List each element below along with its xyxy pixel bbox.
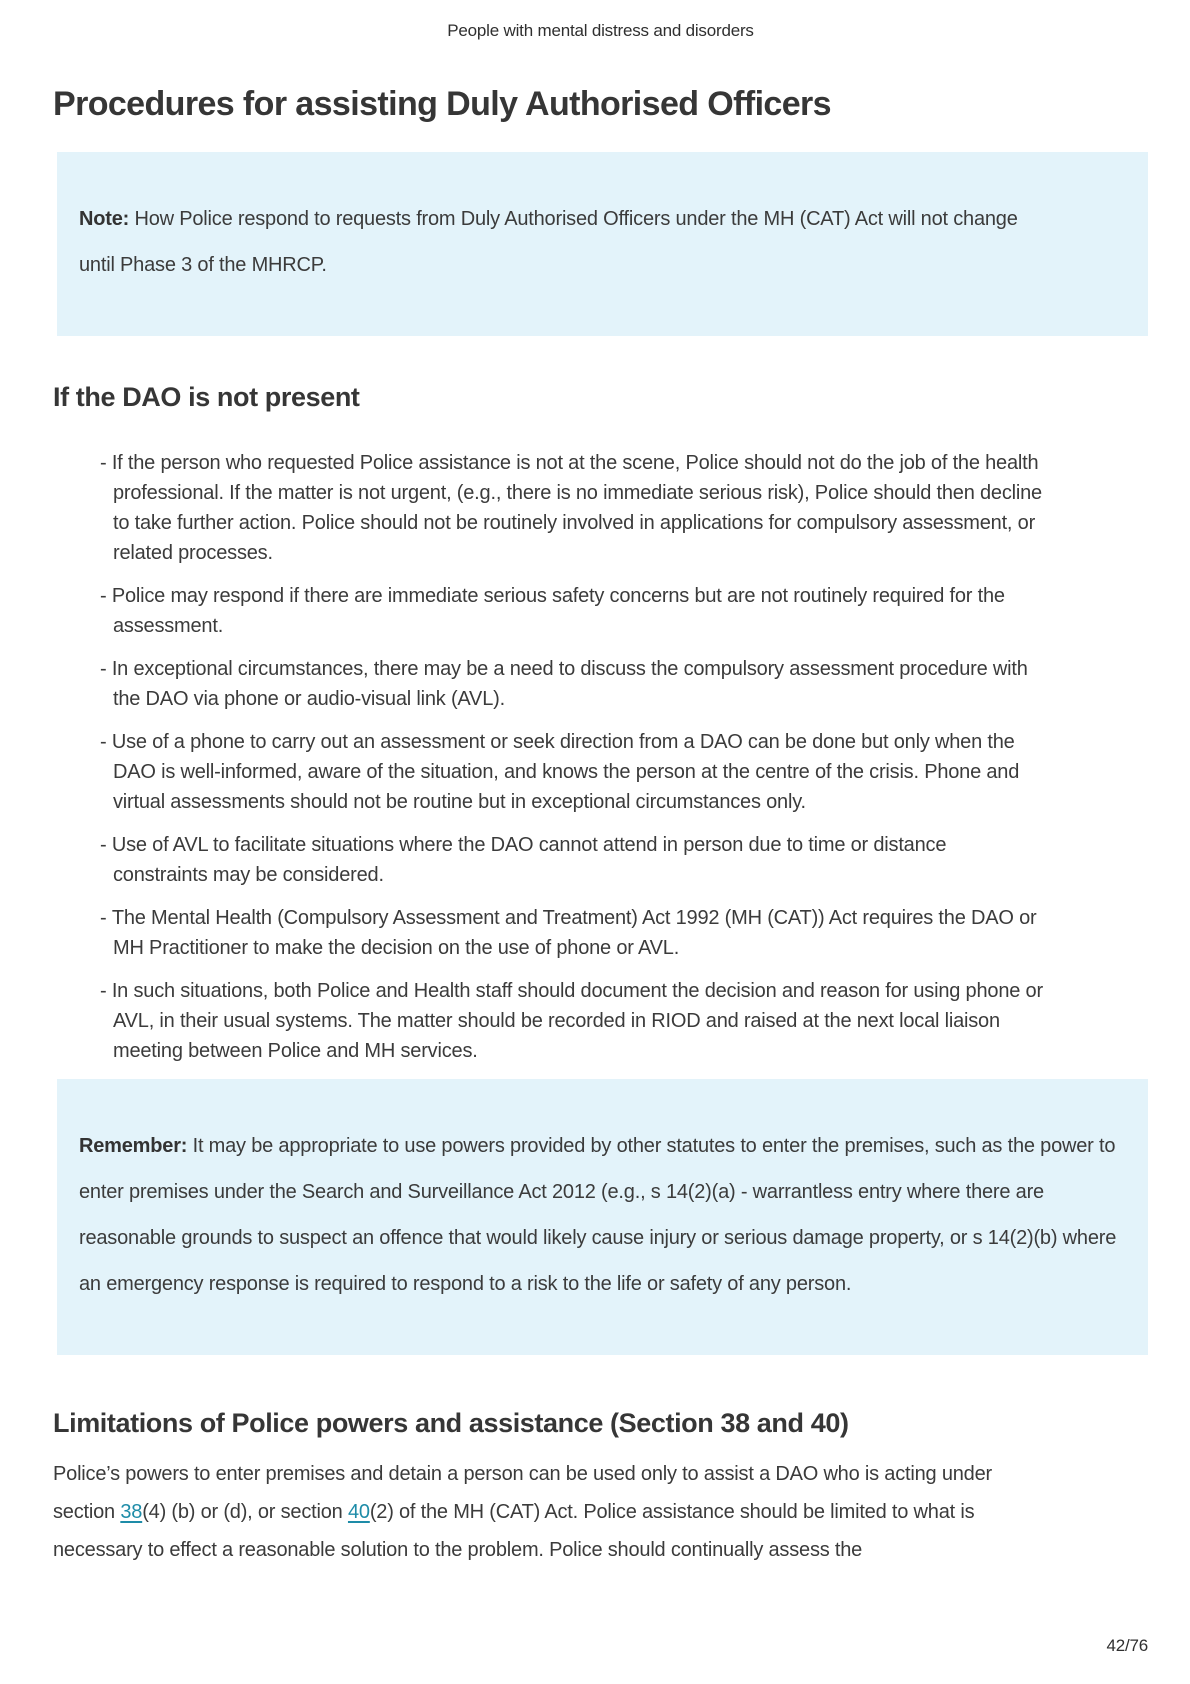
list-item: - In such situations, both Police and Health staff should document the decision and reason for using phone or AVL, in their usual systems. The matter should be recorded in RIOD and raised at the next local liaison meeting between Police and MH services.: [100, 976, 1045, 1066]
page-number: 42/76: [1106, 1636, 1148, 1655]
limitations-text-2: (4) (b) or (d), or section: [142, 1500, 348, 1523]
page-title: Procedures for assisting Duly Authorised Officers: [53, 85, 831, 124]
remember-label: Remember:: [79, 1134, 188, 1157]
list-item: - Use of a phone to carry out an assessment or seek direction from a DAO can be done but only when the DAO is well-informed, aware of the situation, and knows the person at the centre of the crisis. Phone and virtual assessments should not be routine but in exceptional circumstances only.: [100, 727, 1045, 817]
remember-body: It may be appropriate to use powers provided by other statutes to enter the premises, such as the power to enter premises under the Search and Surveillance Act 2012 (e.g., s 14(2)(a) - warrantless entry where there are reasonable grounds to suspect an offence that would likely cause injury or serious damage property, or s 14(2)(b) where an emergency response is required to respond to a risk to the life or safety of any person.: [79, 1134, 1117, 1295]
limitations-paragraph: [53, 1455, 1048, 1569]
list-item: - The Mental Health (Compulsory Assessment and Treatment) Act 1992 (MH (CAT)) Act requires the DAO or MH Practitioner to make the decision on the use of phone or AVL.: [100, 903, 1045, 963]
section-heading-limitations: Limitations of Police powers and assistance (Section 38 and 40): [53, 1407, 849, 1438]
section-38-link[interactable]: 38: [120, 1500, 143, 1523]
note-callout: [57, 152, 1148, 336]
list-item: - Police may respond if there are immediate serious safety concerns but are not routinely required for the assessment.: [100, 581, 1045, 641]
list-item: - If the person who requested Police assistance is not at the scene, Police should not do the job of the health professional. If the matter is not urgent, (e.g., there is no immediate serious risk), Police should then decline to take further action. Police should not be routinely involved in applications for compulsory assessment, or related processes.: [100, 448, 1045, 568]
section-40-link[interactable]: 40: [347, 1500, 370, 1523]
note-text: [79, 196, 1039, 288]
section-heading-dao-not-present: If the DAO is not present: [53, 382, 360, 413]
limitations-text-1: Police’s powers to enter premises and detain a person can be used only to assist a DAO who is acting under section: [53, 1462, 992, 1523]
list-item: - In exceptional circumstances, there may be a need to discuss the compulsory assessment procedure with the DAO via phone or audio-visual link (AVL).: [100, 654, 1045, 714]
list-item: - Use of AVL to facilitate situations where the DAO cannot attend in person due to time or distance constraints may be considered.: [100, 830, 1045, 890]
remember-text: [79, 1123, 1126, 1307]
remember-callout: [57, 1079, 1148, 1355]
document-header-title: People with mental distress and disorders: [447, 21, 754, 40]
note-label: Note:: [79, 208, 130, 231]
dao-bullet-list: [100, 448, 1045, 1066]
limitations-text-3: (2) of the MH (CAT) Act. Police assistance should be limited to what is necessary to effect a reasonable solution to the problem. Police should continually assess the: [53, 1500, 975, 1561]
note-body: How Police respond to requests from Duly Authorised Officers under the MH (CAT) Act will not change until Phase 3 of the MHRCP.: [79, 208, 1018, 277]
